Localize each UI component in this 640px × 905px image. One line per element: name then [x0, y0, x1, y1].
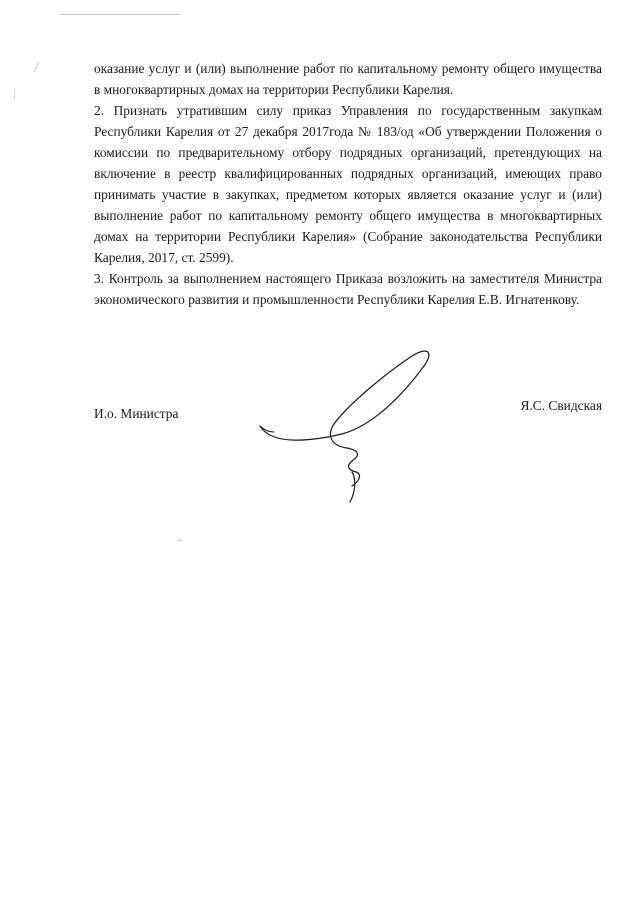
paragraph-continuation: оказание услуг и (или) выполнение работ по капитальному ремонту общего имущества в многоквартирных домах на территории Республики Карелия.: [94, 61, 602, 97]
signer-position: И.о. Министра: [94, 406, 179, 421]
document-body: [94, 58, 602, 310]
scan-artifact-tick: [34, 62, 38, 72]
scan-artifact-line: [60, 14, 180, 15]
handwritten-signature: [252, 346, 442, 506]
signer-name: Я.С. Свидская: [520, 398, 602, 413]
scan-artifact-dot: [178, 540, 181, 541]
paragraph-item-3: 3. Контроль за выполнением настоящего Приказа возложить на заместителя Министра экономического развития и промышленности Республики Карелия Е.В. Игнатенкову.: [94, 271, 602, 307]
paragraph-item-2: 2. Признать утратившим силу приказ Управления по государственным закупкам Республики Карелия от 27 декабря 2017года № 183/од «Об утверждении Положения о комиссии по предварительному отбору подрядных организаций, претендующих на включение в реестр квалифицированных подрядных организаций, имеющих право принимать участие в закупках, предметом которых является оказание услуг и (или) выполнение работ по капитальному ремонту общего имущества в многоквартирных домах на территории Республики Карелия» (Собрание законодательства Республики Карелия, 2017, ст. 2599).: [94, 103, 602, 265]
scan-artifact-tick: [14, 88, 15, 100]
